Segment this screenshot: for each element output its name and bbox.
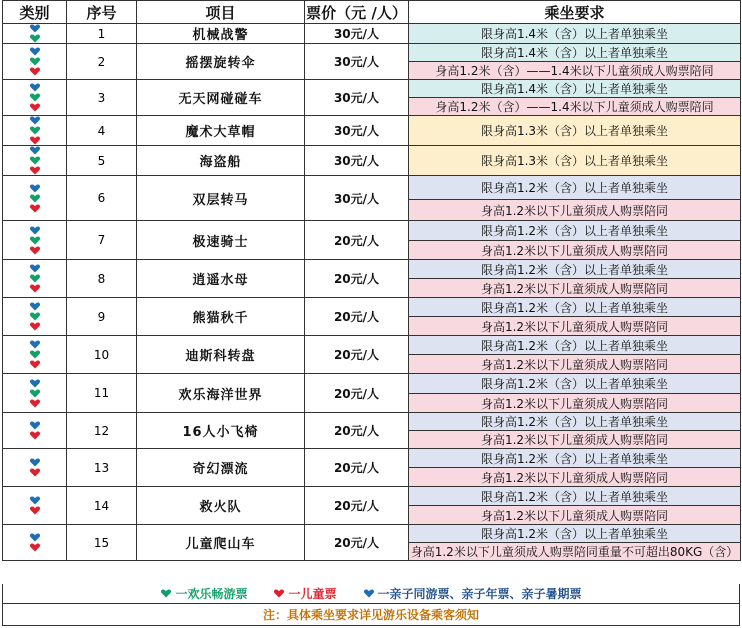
ride-name: 双层转马	[137, 176, 305, 221]
green-heart-icon	[29, 156, 41, 165]
green-heart-icon	[29, 350, 41, 359]
ride-requirement: 限身高1.2米（含）以上者单独乘坐	[409, 176, 741, 200]
header-category: 类别	[3, 1, 67, 24]
table-row	[3, 525, 741, 543]
ride-requirement: 身高1.2米以下儿童须成人购票陪同	[409, 241, 741, 260]
ride-requirement: 限身高1.2米（含）以上者单独乘坐	[409, 449, 741, 468]
legend-label: 一儿童票	[288, 587, 337, 601]
red-heart-icon	[29, 284, 41, 293]
ride-requirement: 限身高1.2米（含）以上者单独乘坐	[409, 221, 741, 241]
ride-requirement: 限身高1.2米（含）以上者单独乘坐	[409, 374, 741, 394]
ride-price: 20元/人	[305, 221, 409, 260]
ride-price: 20元/人	[305, 413, 409, 449]
table-row	[3, 44, 741, 62]
ride-requirement: 限身高1.3米（含）以上者单独乘坐	[409, 116, 741, 146]
blue-heart-icon	[29, 302, 41, 311]
ride-requirement: 身高1.2米以下儿童须成人购票陪同	[409, 200, 741, 221]
ride-name: 逍遥水母	[137, 260, 305, 298]
row-number: 1	[67, 24, 137, 44]
category-icons	[3, 24, 67, 44]
green-heart-icon	[29, 274, 41, 283]
category-icons	[3, 413, 67, 449]
ride-name: 奇幻漂流	[137, 449, 305, 487]
green-heart-icon	[29, 126, 41, 135]
table-header-row	[3, 1, 741, 24]
ride-name: 16人小飞椅	[137, 413, 305, 449]
blue-heart-icon	[29, 340, 41, 349]
legend-item	[160, 585, 247, 602]
header-requirement: 乘坐要求	[409, 1, 741, 24]
header-price: 票价（元 /人）	[305, 1, 409, 24]
red-heart-icon	[29, 246, 41, 255]
red-heart-icon	[29, 322, 41, 331]
row-number: 5	[67, 146, 137, 176]
table-row	[3, 298, 741, 317]
ride-name: 极速骑士	[137, 221, 305, 260]
category-icons	[3, 336, 67, 374]
ride-requirement: 身高1.2米以下儿童须成人购票陪同	[409, 355, 741, 374]
blue-heart-icon	[29, 116, 41, 125]
ride-requirement: 限身高1.2米（含）以上者单独乘坐	[409, 260, 741, 279]
ride-price: 30元/人	[305, 80, 409, 116]
red-heart-icon	[29, 166, 41, 175]
red-heart-icon	[29, 506, 41, 515]
blue-heart-icon	[29, 496, 41, 505]
ride-requirement: 身高1.2米（含）——1.4米以下儿童须成人购票陪同	[409, 62, 741, 80]
legend-item	[363, 585, 582, 602]
blue-heart-icon	[29, 83, 41, 92]
red-heart-icon	[29, 360, 41, 369]
table-row	[3, 260, 741, 279]
header-item: 项目	[137, 1, 305, 24]
category-icons	[3, 80, 67, 116]
ride-name: 迪斯科转盘	[137, 336, 305, 374]
row-number: 14	[67, 487, 137, 525]
ride-name: 熊猫秋千	[137, 298, 305, 336]
ride-price: 30元/人	[305, 146, 409, 176]
blue-heart-icon	[29, 379, 41, 388]
ride-price: 20元/人	[305, 449, 409, 487]
table-row	[3, 336, 741, 355]
ride-requirement: 限身高1.2米（含）以上者单独乘坐	[409, 413, 741, 431]
blue-heart-icon	[29, 184, 41, 193]
blue-heart-icon	[29, 226, 41, 235]
red-heart-icon	[29, 103, 41, 112]
red-heart-icon	[29, 399, 41, 408]
ride-name: 救火队	[137, 487, 305, 525]
table-row	[3, 24, 741, 44]
row-number: 6	[67, 176, 137, 221]
row-number: 4	[67, 116, 137, 146]
row-number: 7	[67, 221, 137, 260]
legend-item	[273, 585, 336, 602]
blue-heart-icon	[29, 264, 41, 273]
table-row	[3, 221, 741, 241]
red-heart-icon	[29, 468, 41, 477]
row-number: 8	[67, 260, 137, 298]
green-heart-icon	[29, 57, 41, 66]
category-icons	[3, 374, 67, 413]
red-heart-icon	[29, 543, 41, 552]
blue-heart-icon	[29, 421, 41, 430]
ride-requirement: 身高1.2米以下儿童须成人购票陪同	[409, 431, 741, 449]
category-icons	[3, 221, 67, 260]
category-icons	[3, 146, 67, 176]
table-row	[3, 80, 741, 98]
ride-name: 无天网碰碰车	[137, 80, 305, 116]
red-heart-icon	[29, 67, 41, 76]
ride-name: 摇摆旋转伞	[137, 44, 305, 80]
green-heart-icon	[29, 312, 41, 321]
blue-heart-icon	[29, 146, 41, 155]
ride-requirement: 身高1.2米以下儿童须成人购票陪同	[409, 279, 741, 298]
ride-name: 欢乐海洋世界	[137, 374, 305, 413]
blue-heart-icon	[29, 533, 41, 542]
legend-label: 一欢乐畅游票	[175, 587, 248, 601]
ride-price: 20元/人	[305, 336, 409, 374]
ride-name: 魔术大草帽	[137, 116, 305, 146]
red-heart-icon	[29, 204, 41, 213]
table-row	[3, 374, 741, 394]
row-number: 9	[67, 298, 137, 336]
green-heart-icon	[29, 236, 41, 245]
ride-ticket-table	[2, 0, 741, 561]
ride-requirement: 限身高1.3米（含）以上者单独乘坐	[409, 146, 741, 176]
ride-price: 30元/人	[305, 24, 409, 44]
legend-bar	[2, 584, 740, 604]
blue-heart-icon	[29, 47, 41, 56]
ride-price: 20元/人	[305, 374, 409, 413]
row-number: 3	[67, 80, 137, 116]
ride-requirement: 限身高1.2米（含）以上者单独乘坐	[409, 525, 741, 543]
legend-label: 一亲子同游票、亲子年票、亲子暑期票	[377, 587, 582, 601]
category-icons	[3, 44, 67, 80]
blue-heart-icon	[29, 24, 41, 33]
ride-requirement: 限身高1.2米（含）以上者单独乘坐	[409, 298, 741, 317]
row-number: 10	[67, 336, 137, 374]
ride-price: 30元/人	[305, 176, 409, 221]
row-number: 11	[67, 374, 137, 413]
blue-heart-icon	[363, 589, 375, 598]
ride-requirement: 身高1.2米以下儿童须成人购票陪同	[409, 506, 741, 525]
row-number: 15	[67, 525, 137, 561]
category-icons	[3, 116, 67, 146]
ride-requirement: 限身高1.4米（含）以上者单独乘坐	[409, 44, 741, 62]
ride-requirement: 限身高1.4米（含）以上者单独乘坐	[409, 24, 741, 44]
red-heart-icon	[29, 136, 41, 145]
red-heart-icon	[273, 589, 285, 598]
ride-requirement: 限身高1.4米（含）以上者单独乘坐	[409, 80, 741, 98]
table-row	[3, 487, 741, 506]
category-icons	[3, 176, 67, 221]
table-row	[3, 413, 741, 431]
blue-heart-icon	[29, 458, 41, 467]
ride-price: 20元/人	[305, 298, 409, 336]
ride-name: 机械战警	[137, 24, 305, 44]
category-icons	[3, 298, 67, 336]
ride-price: 30元/人	[305, 116, 409, 146]
table-row	[3, 146, 741, 176]
category-icons	[3, 525, 67, 561]
row-number: 12	[67, 413, 137, 449]
ride-requirement: 限身高1.2米（含）以上者单独乘坐	[409, 336, 741, 355]
ride-requirement: 身高1.2米以下儿童须成人购票陪同重量不可超出80KG（含）	[409, 543, 741, 561]
green-heart-icon	[29, 93, 41, 102]
table-row	[3, 449, 741, 468]
ride-requirement: 身高1.2米以下儿童须成人购票陪同	[409, 317, 741, 336]
row-number: 2	[67, 44, 137, 80]
table-body	[3, 24, 741, 561]
category-icons	[3, 260, 67, 298]
ride-name: 海盗船	[137, 146, 305, 176]
ride-price: 20元/人	[305, 525, 409, 561]
row-number: 13	[67, 449, 137, 487]
ride-requirement: 限身高1.2米（含）以上者单独乘坐	[409, 487, 741, 506]
ride-requirement: 身高1.2米以下儿童须成人购票陪同	[409, 468, 741, 487]
table-row	[3, 176, 741, 200]
table-row	[3, 116, 741, 146]
category-icons	[3, 449, 67, 487]
green-heart-icon	[29, 34, 41, 43]
header-number: 序号	[67, 1, 137, 24]
green-heart-icon	[29, 194, 41, 203]
ride-price: 20元/人	[305, 487, 409, 525]
category-icons	[3, 487, 67, 525]
red-heart-icon	[29, 431, 41, 440]
ride-requirement: 身高1.2米（含）——1.4米以下儿童须成人购票陪同	[409, 98, 741, 116]
ride-name: 儿童爬山车	[137, 525, 305, 561]
ride-price: 20元/人	[305, 260, 409, 298]
ride-requirement: 身高1.2米以下儿童须成人购票陪同	[409, 394, 741, 413]
green-heart-icon	[29, 389, 41, 398]
footnote: 注：具体乘坐要求详见游乐设备乘客须知	[2, 604, 740, 626]
green-heart-icon	[160, 589, 172, 598]
ride-price: 30元/人	[305, 44, 409, 80]
